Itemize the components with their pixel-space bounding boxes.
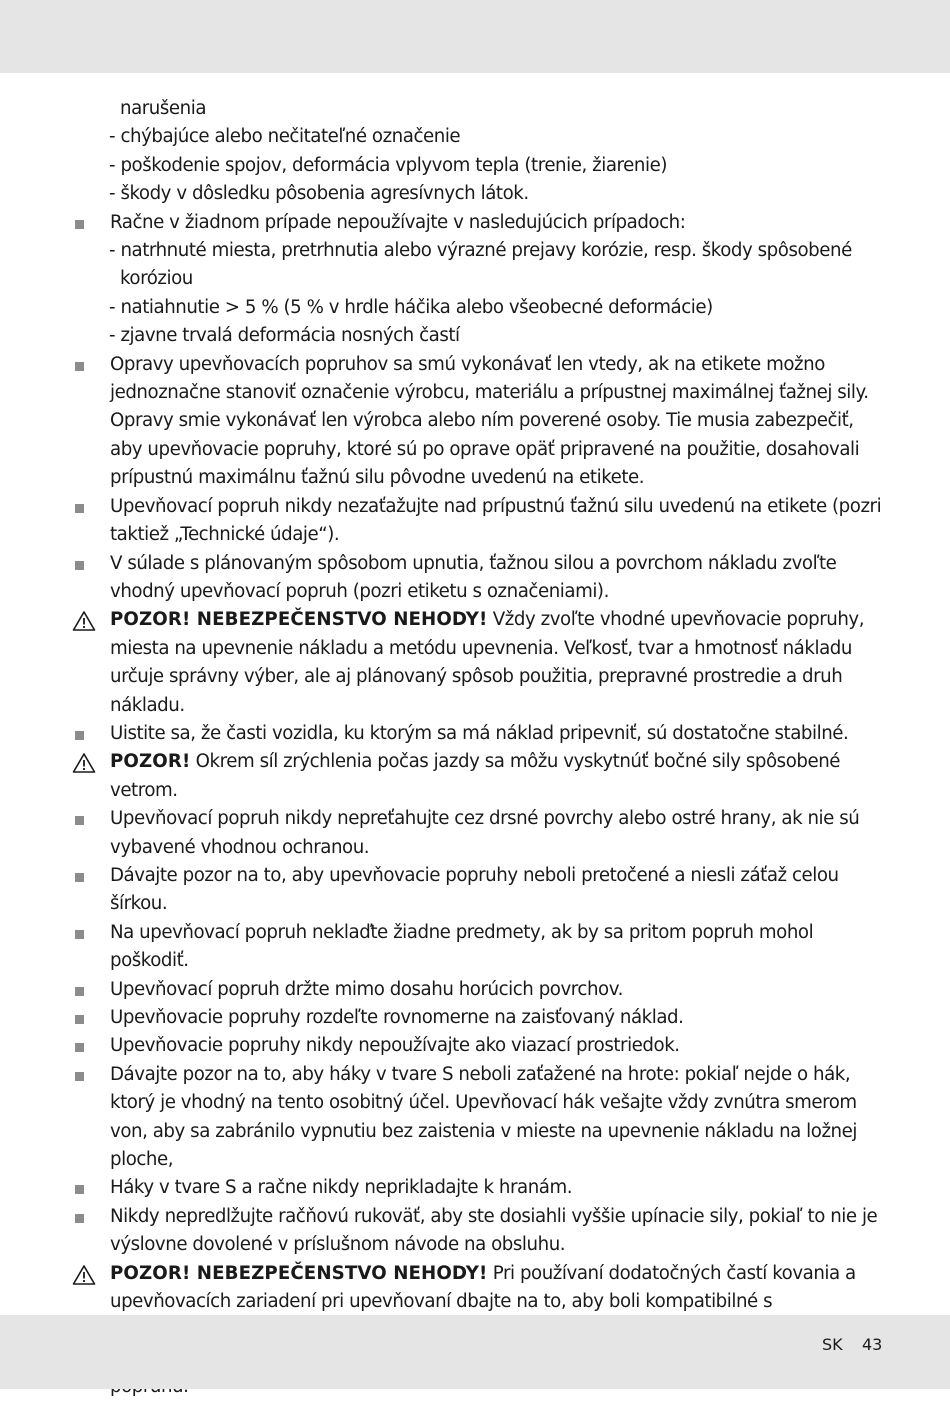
square-bullet-icon bbox=[75, 1043, 84, 1052]
list-item-text: Dávajte pozor na to, aby upevňovacie popruhy neboli pretočené a niesli záťaž celou šírkou. bbox=[110, 864, 839, 915]
square-bullet-icon bbox=[75, 930, 84, 939]
list-item-text: Dávajte pozor na to, aby háky v tvare S neboli zaťažené na hrote: pokiaľ nejde o hák, ktorý je vhodný na tento osobitný účel. Upevňovací hák vešajte vždy zvnútra smerom von, aby sa zabránilo vypnutiu bez zaistenia v mieste na upevnenie nákladu na ložnej ploche, bbox=[110, 1063, 857, 1171]
list-item bbox=[72, 976, 887, 1004]
list-item-text: Račne v žiadnom prípade nepoužívajte v nasledujúcich prípadoch: bbox=[110, 211, 686, 233]
list-item-text: Uistite sa, že časti vozidla, ku ktorým sa má náklad pripevniť, sú dostatočne stabilné. bbox=[110, 722, 849, 744]
list-item-text: Opravy upevňovacích popruhov sa smú vykonávať len vtedy, ak na etikete možno jednoznačne stanoviť označenie výrobcu, materiálu a prípustnej maximálnej ťažnej sily. Opravy smie vykonávať len výrobca alebo ním poverené osoby. Tie musia zabezpečiť, aby upevňovacie popruhy, ktoré sú po oprave opäť pripravené na použitie, dosahovali prípustnú maximálnu ťažnú silu pôvodne uvedenú na etikete. bbox=[110, 353, 869, 489]
warning-label: POZOR! bbox=[110, 751, 191, 773]
square-bullet-icon bbox=[75, 362, 84, 371]
header-band bbox=[0, 0, 950, 73]
square-bullet-icon bbox=[75, 816, 84, 825]
square-bullet-icon bbox=[75, 873, 84, 882]
list-item bbox=[72, 550, 887, 607]
square-bullet-icon bbox=[75, 731, 84, 740]
warning-text: Okrem síl zrýchlenia počas jazdy sa môžu vyskytnúť bočné sily spôsobené vetrom. bbox=[110, 751, 841, 801]
sub-list-item: - poškodenie spojov, deformácia vplyvom tepla (trenie, žiarenie) bbox=[109, 154, 667, 176]
square-bullet-icon bbox=[75, 1214, 84, 1223]
list-item-text: Upevňovací popruh nikdy nepreťahujte cez drsné povrchy alebo ostré hrany, ak nie sú vybavené vhodnou ochranou. bbox=[110, 808, 860, 858]
list-item bbox=[72, 720, 887, 748]
sub-list-item: - škody v dôsledku pôsobenia agresívnych látok. bbox=[109, 183, 529, 205]
list-item bbox=[72, 919, 887, 976]
instruction-list bbox=[72, 209, 887, 1402]
sub-list-item: - natrhnuté miesta, pretrhnutia alebo výrazné prejavy korózie, resp. škody spôsobené koróziou bbox=[109, 240, 852, 290]
warning-label: POZOR! NEBEZPEČENSTVO NEHODY! bbox=[110, 609, 488, 631]
list-item-text: Upevňovací popruh nikdy nezaťažujte nad prípustnú ťažnú silu uvedenú na etikete (pozri taktiež „Technické údaje“). bbox=[110, 495, 882, 546]
square-bullet-icon bbox=[75, 987, 84, 996]
list-item bbox=[72, 1061, 887, 1175]
warning-triangle-icon bbox=[72, 752, 96, 774]
continued-text: narušenia bbox=[120, 98, 207, 119]
warning-text: Vždy zvoľte vhodné upevňovacie popruhy, miesta na upevnenie nákladu a metódu upevnenia. Veľkosť, tvar a hmotnosť nákladu určuje správny výber, ale aj plánovaný spôsob použitia, prepravné prostredie a druh nákladu. bbox=[110, 609, 865, 716]
warning-label: POZOR! NEBEZPEČENSTVO NEHODY! bbox=[110, 1262, 488, 1284]
list-item bbox=[72, 1203, 887, 1260]
page-number: 43 bbox=[862, 1335, 883, 1354]
square-bullet-icon bbox=[75, 1072, 84, 1081]
warning-triangle-icon bbox=[72, 1264, 96, 1286]
warning-item bbox=[72, 748, 887, 805]
list-item bbox=[72, 862, 887, 919]
language-code: SK bbox=[822, 1335, 843, 1354]
list-item-text: Upevňovacie popruhy nikdy nepoužívajte ako viazací prostriedok. bbox=[110, 1035, 680, 1057]
square-bullet-icon bbox=[75, 1015, 84, 1024]
list-item-text: V súlade s plánovaným spôsobom upnutia, ťažnou silou a povrchom nákladu zvoľte vhodný upevňovací popruh (pozri etiketu s označeniami). bbox=[110, 552, 837, 602]
sub-list-item: - zjavne trvalá deformácia nosných častí bbox=[109, 325, 460, 347]
square-bullet-icon bbox=[75, 1185, 84, 1194]
list-item-text: Upevňovací popruh držte mimo dosahu horúcich povrchov. bbox=[110, 978, 623, 1000]
list-item bbox=[72, 805, 887, 862]
square-bullet-icon bbox=[75, 504, 84, 513]
list-item bbox=[72, 1174, 887, 1202]
list-item-text: Nikdy nepredlžujte račňovú rukoväť, aby ste dosiahli vyššie upínacie sily, pokiaľ to nie je výslovne dovolené v príslušnom návode na obsluhu. bbox=[110, 1205, 878, 1256]
list-item-text: Upevňovacie popruhy rozdeľte rovnomerne na zaisťovaný náklad. bbox=[110, 1007, 684, 1028]
warning-text: Pri používaní dodatočných častí kovania a upevňovacích zariadení pri upevňovaní dbajte na to, aby boli kompatibilné s bbox=[110, 1262, 856, 1313]
list-item bbox=[72, 493, 887, 550]
list-item bbox=[72, 351, 887, 493]
list-item bbox=[72, 209, 887, 237]
list-item-text: Háky v tvare S a račne nikdy neprikladajte k hranám. bbox=[110, 1177, 573, 1199]
page-content bbox=[72, 95, 887, 1402]
list-item bbox=[72, 1032, 887, 1060]
list-item-text: Na upevňovací popruh neklaďte žiadne predmety, ak by sa pritom popruh mohol poškodiť. bbox=[110, 921, 814, 972]
sub-list-item: - natiahnutie > 5 % (5 % v hrdle háčika alebo všeobecné deformácie) bbox=[109, 296, 713, 318]
warning-item bbox=[72, 606, 887, 720]
footer-band bbox=[0, 1315, 950, 1389]
square-bullet-icon bbox=[75, 561, 84, 570]
warning-triangle-icon bbox=[72, 610, 96, 632]
list-item bbox=[72, 1004, 887, 1032]
sub-list-item: - chýbajúce alebo nečitateľné označenie bbox=[109, 126, 461, 148]
square-bullet-icon bbox=[75, 220, 84, 229]
